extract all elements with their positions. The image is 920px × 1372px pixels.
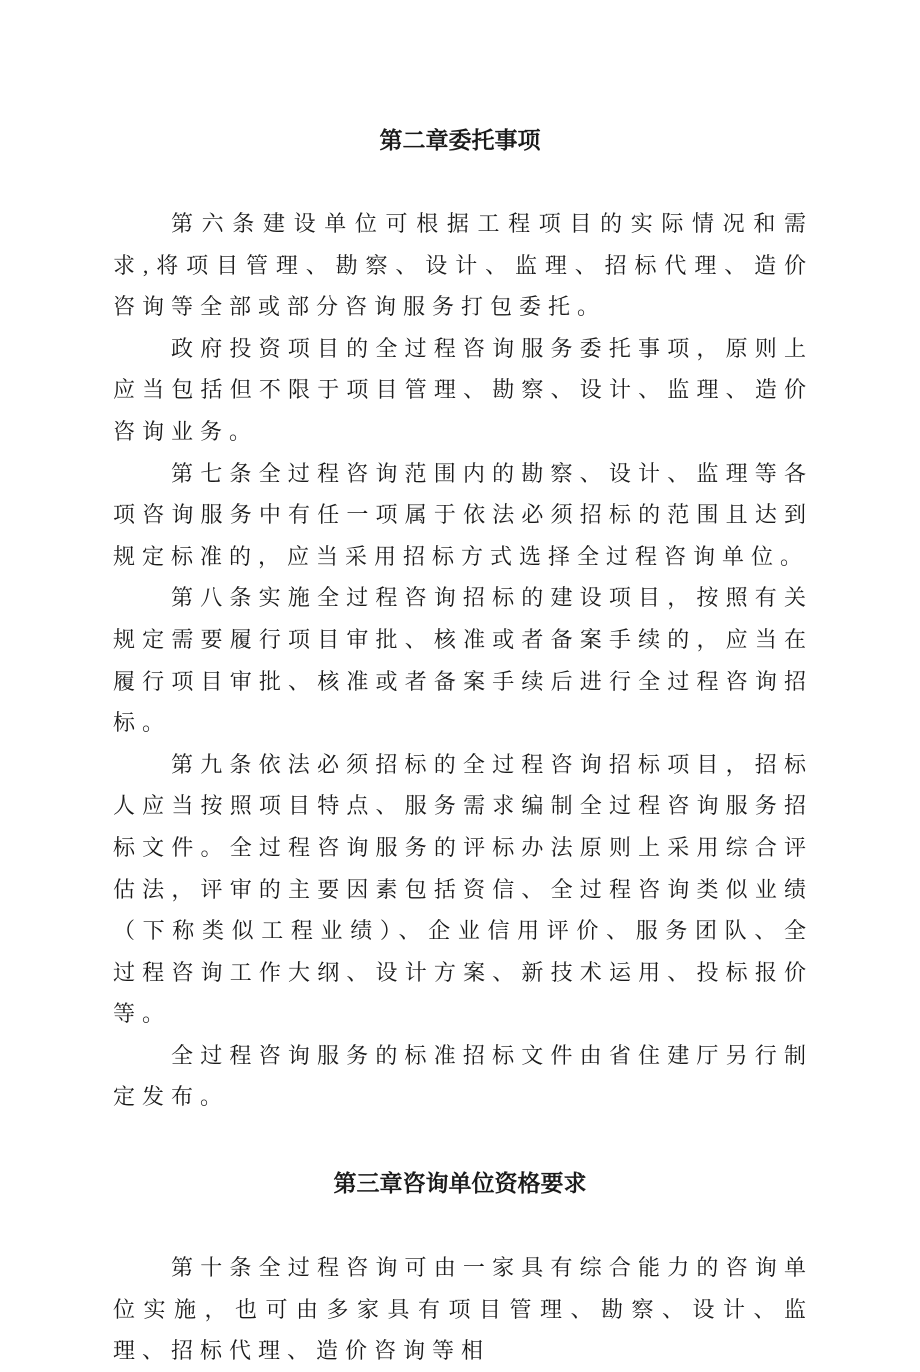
- government-investment-paragraph: 政府投资项目的全过程咨询服务委托事项，原则上应当包括但不限于项目管理、勘察、设计、监理、造价咨询业务。: [113, 335, 813, 444]
- standard-bidding-doc-paragraph: 全过程咨询服务的标准招标文件由省住建厅另行制定发布。: [113, 1042, 813, 1110]
- article-10-paragraph: 第十条全过程咨询可由一家具有综合能力的咨询单位实施，也可由多家具有项目管理、勘察、设计、监理、招标代理、造价咨询等相: [113, 1255, 813, 1364]
- chapter-3-heading: 第三章咨询单位资格要求: [333, 1170, 587, 1197]
- article-8-paragraph: 第八条实施全过程咨询招标的建设项目，按照有关规定需要履行项目审批、核准或者备案手续的，应当在履行项目审批、核准或者备案手续后进行全过程咨询招标。: [113, 585, 813, 736]
- article-9-paragraph: 第九条依法必须招标的全过程咨询招标项目，招标人应当按照项目特点、服务需求编制全过程咨询服务招标文件。全过程咨询服务的评标办法原则上采用综合评估法，评审的主要因素包括资信、全过程咨询类似业绩（下称类似工程业绩）、企业信用评价、服务团队、全过程咨询工作大纲、设计方案、新技术运用、投标报价等。: [113, 751, 813, 1027]
- chapter-3-body: [113, 1247, 813, 1372]
- chapter-2-heading: 第二章委托事项: [379, 127, 541, 153]
- article-7-paragraph: 第七条全过程咨询范围内的勘察、设计、监理等各项咨询服务中有任一项属于依法必须招标的范围且达到规定标准的，应当采用招标方式选择全过程咨询单位。: [113, 460, 813, 569]
- article-6-paragraph: 第六条建设单位可根据工程项目的实际情况和需求,将项目管理、勘察、设计、监理、招标代理、造价咨询等全部或部分咨询服务打包委托。: [113, 211, 813, 320]
- chapter-2-body: [113, 203, 813, 1118]
